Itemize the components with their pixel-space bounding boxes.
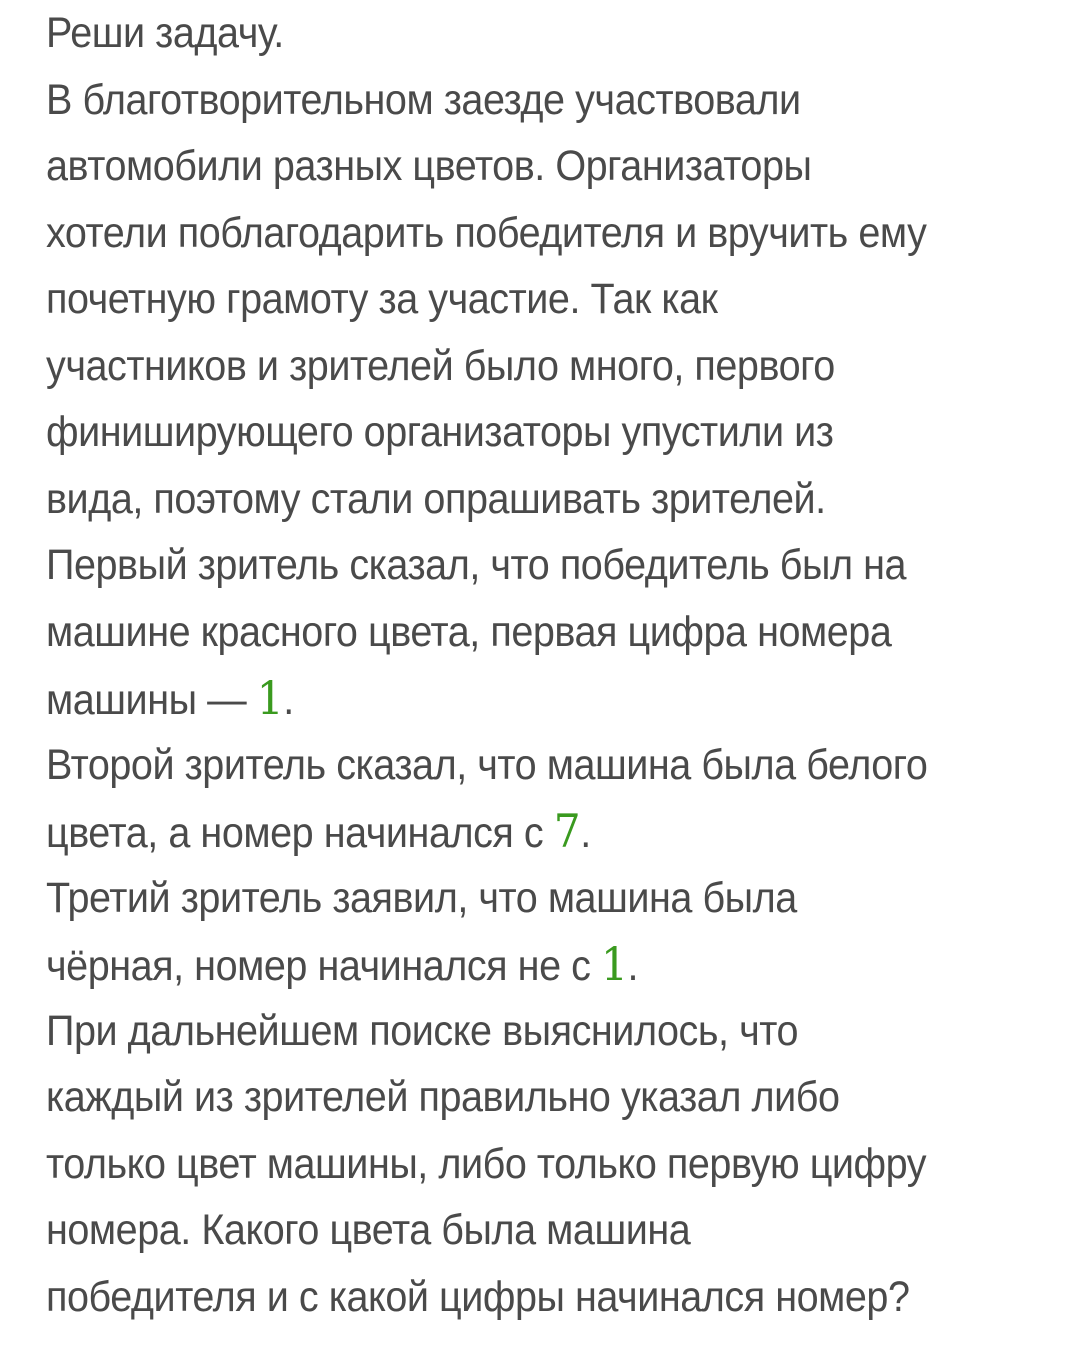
line-text: машины — — [46, 676, 257, 724]
text-line: только цвет машины, либо только первую цифру — [46, 1139, 927, 1188]
problem-text — [46, 0, 975, 1330]
text-line: победителя и с какой цифры начинался номер? — [46, 1272, 910, 1321]
line-text: чёрная, номер начинался не с — [46, 942, 601, 990]
text-line-with-number — [46, 798, 975, 865]
text-line: В благотворительном заезде участвовали — [46, 75, 801, 124]
text-line: хотели поблагодарить победителя и вручить ему — [46, 208, 927, 257]
text-line: каждый из зрителей правильно указал либо — [46, 1073, 840, 1121]
text-line: почетную грамоту за участие. Так как — [46, 275, 718, 323]
highlighted-number: 1 — [256, 671, 284, 725]
line-text: . — [580, 809, 591, 857]
text-line-with-number — [46, 665, 975, 732]
text-line: вида, поэтому стали опрашивать зрителей. — [46, 474, 826, 523]
text-line: машине красного цвета, первая цифра номера — [46, 607, 892, 656]
text-line: участников и зрителей было много, первого — [46, 341, 835, 390]
text-line: финиширующего организаторы упустили из — [46, 408, 834, 456]
text-line: автомобили разных цветов. Организаторы — [46, 142, 812, 190]
line-text: . — [283, 676, 294, 724]
text-line: Первый зритель сказал, что победитель был на — [46, 541, 907, 589]
text-line-with-number — [46, 931, 975, 998]
line-text: . — [627, 942, 639, 990]
text-line: Третий зритель заявил, что машина была — [46, 873, 797, 922]
line-text: цвета, а номер начинался с — [46, 809, 554, 857]
text-line: При дальнейшем поиске выяснилось, что — [46, 1006, 798, 1055]
highlighted-number: 7 — [553, 804, 581, 858]
highlighted-number: 1 — [600, 937, 628, 991]
text-line: Второй зритель сказал, что машина была белого — [46, 740, 928, 789]
text-line: номера. Какого цвета была машина — [46, 1206, 691, 1254]
task-heading: Реши задачу. — [46, 9, 284, 57]
